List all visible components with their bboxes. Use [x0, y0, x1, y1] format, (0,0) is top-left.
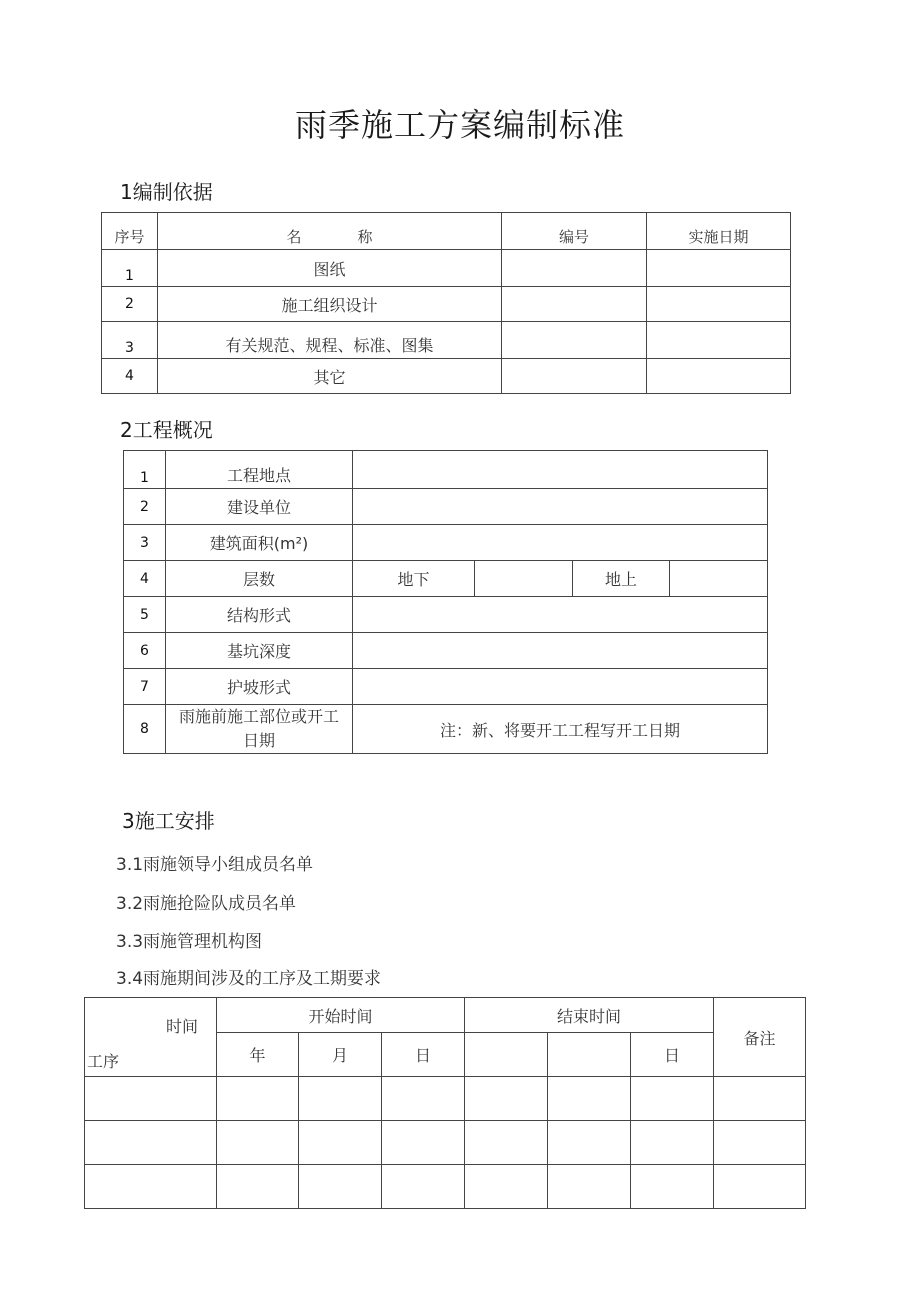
end-year-header — [465, 1033, 548, 1077]
floors-under-value[interactable] — [475, 561, 573, 597]
row-name: 图纸 — [158, 250, 502, 287]
row-code-cell[interactable] — [502, 250, 647, 287]
col-date-header: 实施日期 — [647, 213, 791, 250]
corner-cell — [85, 998, 217, 1077]
row-name: 施工组织设计 — [158, 287, 502, 322]
row-value-cell[interactable] — [353, 525, 768, 561]
start-month-header: 月 — [299, 1033, 382, 1077]
col-seq-header: 序号 — [102, 213, 158, 250]
section3-heading: 3施工安排 — [122, 809, 215, 833]
table-row — [124, 705, 768, 754]
process-cell[interactable] — [85, 1077, 217, 1121]
table-row — [124, 597, 768, 633]
end-year-cell[interactable] — [465, 1165, 548, 1209]
row-seq: 2 — [102, 287, 158, 322]
table-header-row — [102, 213, 791, 250]
remark-header: 备注 — [714, 998, 806, 1077]
row-label: 护坡形式 — [166, 669, 353, 705]
remark-cell[interactable] — [714, 1165, 806, 1209]
start-year-cell[interactable] — [217, 1077, 299, 1121]
end-day-cell[interactable] — [631, 1165, 714, 1209]
start-day-cell[interactable] — [382, 1165, 465, 1209]
table-row — [102, 287, 791, 322]
row-seq: 4 — [102, 359, 158, 394]
row-date-cell[interactable] — [647, 287, 791, 322]
table-row — [124, 633, 768, 669]
section1-heading: 1编制依据 — [120, 180, 213, 204]
end-day-header: 日 — [631, 1033, 714, 1077]
section3-item: 3.4雨施期间涉及的工序及工期要求 — [116, 969, 382, 989]
row-seq: 3 — [102, 322, 158, 359]
table-row — [85, 1077, 806, 1121]
end-day-cell[interactable] — [631, 1077, 714, 1121]
end-month-header — [548, 1033, 631, 1077]
table-row — [102, 250, 791, 287]
section3-item: 3.1雨施领导小组成员名单 — [116, 855, 314, 875]
section3-item: 3.2雨施抢险队成员名单 — [116, 894, 297, 914]
start-month-cell[interactable] — [299, 1165, 382, 1209]
row-code-cell[interactable] — [502, 359, 647, 394]
col-code-header: 编号 — [502, 213, 647, 250]
end-month-cell[interactable] — [548, 1165, 631, 1209]
row-value-cell[interactable] — [353, 669, 768, 705]
end-month-cell[interactable] — [548, 1121, 631, 1165]
row-code-cell[interactable] — [502, 322, 647, 359]
end-year-cell[interactable] — [465, 1121, 548, 1165]
row-seq: 1 — [124, 451, 166, 489]
start-year-header: 年 — [217, 1033, 299, 1077]
start-day-cell[interactable] — [382, 1121, 465, 1165]
table-row — [124, 525, 768, 561]
remark-cell[interactable] — [714, 1121, 806, 1165]
row-label: 基坑深度 — [166, 633, 353, 669]
table-header-row — [85, 998, 806, 1033]
process-cell[interactable] — [85, 1121, 217, 1165]
row-seq: 7 — [124, 669, 166, 705]
row-seq: 2 — [124, 489, 166, 525]
table-row — [124, 561, 768, 597]
row-value-cell[interactable] — [353, 633, 768, 669]
col-name-header-a: 名 — [286, 228, 302, 246]
row-date-cell[interactable] — [647, 322, 791, 359]
end-year-cell[interactable] — [465, 1077, 548, 1121]
section2-heading: 2工程概况 — [120, 418, 213, 442]
start-month-cell[interactable] — [299, 1121, 382, 1165]
row-seq: 8 — [124, 705, 166, 754]
row-name: 其它 — [158, 359, 502, 394]
row-seq: 1 — [102, 250, 158, 287]
overview-table — [123, 450, 768, 754]
row-seq: 5 — [124, 597, 166, 633]
row-value-cell[interactable] — [353, 451, 768, 489]
row-value-cell[interactable] — [353, 489, 768, 525]
row-label: 建设单位 — [166, 489, 353, 525]
floors-under-label: 地下 — [353, 561, 475, 597]
row-date-cell[interactable] — [647, 359, 791, 394]
schedule-table — [84, 997, 806, 1209]
end-day-cell[interactable] — [631, 1121, 714, 1165]
table-row — [102, 322, 791, 359]
start-year-cell[interactable] — [217, 1165, 299, 1209]
start-month-cell[interactable] — [299, 1077, 382, 1121]
remark-cell[interactable] — [714, 1077, 806, 1121]
row-code-cell[interactable] — [502, 287, 647, 322]
corner-process-label: 工序 — [87, 1052, 120, 1071]
end-month-cell[interactable] — [548, 1077, 631, 1121]
table-row — [102, 359, 791, 394]
process-cell[interactable] — [85, 1165, 217, 1209]
section3-item: 3.3雨施管理机构图 — [116, 932, 263, 952]
row-label: 层数 — [166, 561, 353, 597]
row-name: 有关规范、规程、标准、图集 — [158, 322, 502, 359]
row-seq: 3 — [124, 525, 166, 561]
basis-table — [101, 212, 791, 394]
corner-time-label: 时间 — [165, 1017, 198, 1036]
table-row — [85, 1121, 806, 1165]
start-time-header: 开始时间 — [217, 998, 465, 1033]
row-note: 注：新、将要开工工程写开工日期 — [353, 705, 768, 754]
table-row — [85, 1165, 806, 1209]
row-label: 结构形式 — [166, 597, 353, 633]
row-label: 建筑面积(m²) — [166, 525, 353, 561]
row-value-cell[interactable] — [353, 597, 768, 633]
col-name-header — [158, 213, 502, 250]
start-day-cell[interactable] — [382, 1077, 465, 1121]
col-name-header-b: 称 — [357, 228, 373, 246]
row-seq: 6 — [124, 633, 166, 669]
table-row — [124, 451, 768, 489]
floors-above-label: 地上 — [573, 561, 670, 597]
row-date-cell[interactable] — [647, 250, 791, 287]
end-time-header: 结束时间 — [465, 998, 714, 1033]
row-label: 雨施前施工部位或开工日期 — [166, 705, 353, 754]
table-row — [124, 489, 768, 525]
start-year-cell[interactable] — [217, 1121, 299, 1165]
floors-above-value[interactable] — [670, 561, 768, 597]
start-day-header: 日 — [382, 1033, 465, 1077]
row-label: 工程地点 — [166, 451, 353, 489]
table-row — [124, 669, 768, 705]
page-title: 雨季施工方案编制标准 — [294, 106, 625, 144]
row-seq: 4 — [124, 561, 166, 597]
